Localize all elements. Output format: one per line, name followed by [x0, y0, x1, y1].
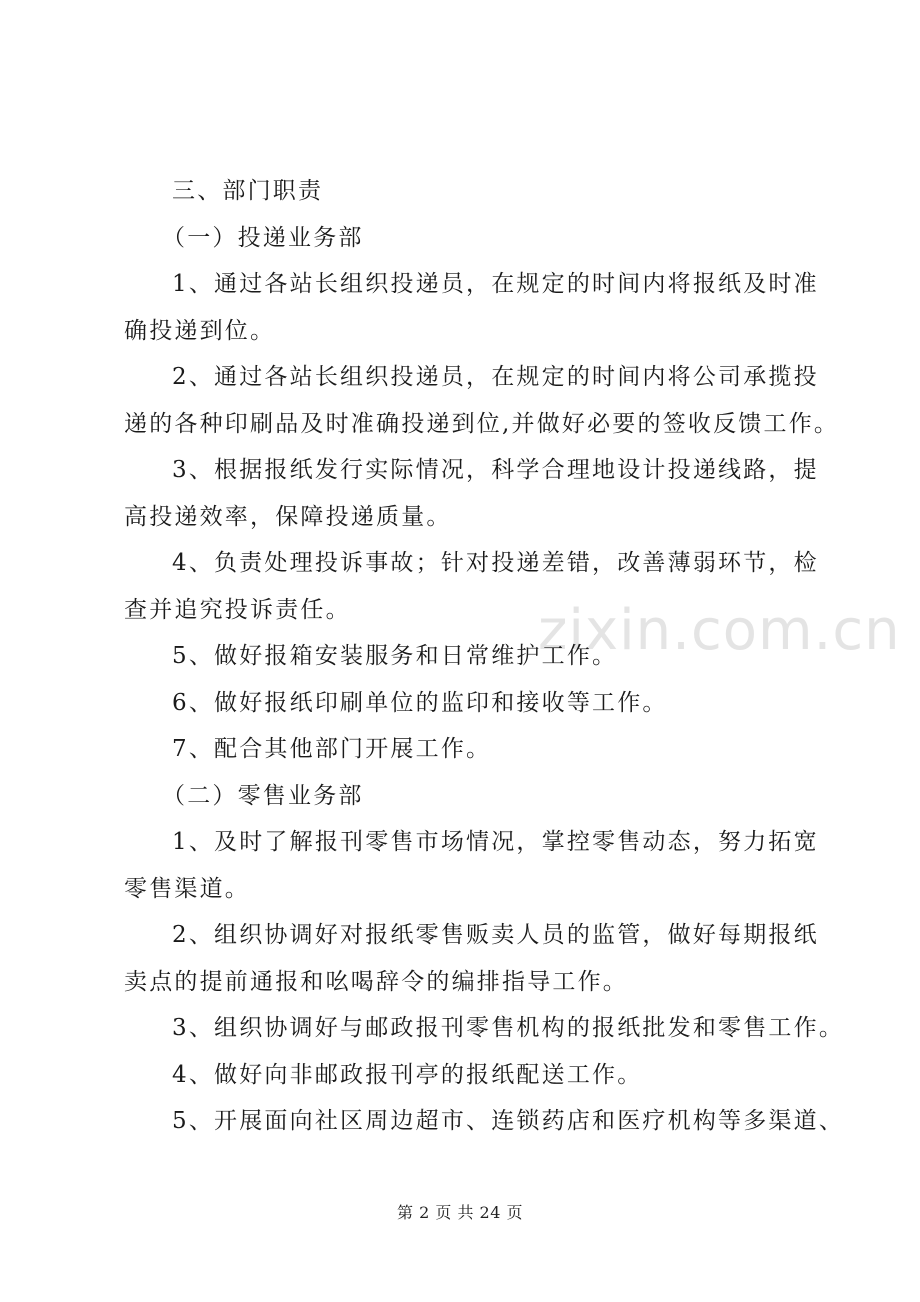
paragraph-line: 2、组织协调好对报纸零售贩卖人员的监管，做好每期报纸	[172, 922, 819, 948]
paragraph-line: 2、通过各站长组织投递员，在规定的时间内将公司承揽投	[172, 364, 819, 390]
section-heading: 三、部门职责	[172, 178, 324, 204]
paragraph-line: 5、做好报箱安装服务和日常维护工作。	[172, 643, 618, 669]
paragraph-line: 5、开展面向社区周边超市、连锁药店和医疗机构等多渠道、	[172, 1108, 845, 1134]
paragraph-line: 7、配合其他部门开展工作。	[172, 736, 492, 762]
subsection-heading: （一）投递业务部	[162, 224, 364, 251]
paragraph-line: 递的各种印刷品及时准确投递到位,并做好必要的签收反馈工作。	[124, 410, 840, 437]
paragraph-line: 4、负责处理投诉事故；针对投递差错，改善薄弱环节，检	[172, 550, 819, 576]
paragraph-line: 1、及时了解报刊零售市场情况，掌控零售动态，努力拓宽	[172, 829, 819, 855]
subsection-heading: （二）零售业务部	[162, 782, 364, 809]
page-number-footer: 第 2 页 共 24 页	[397, 1203, 523, 1222]
paragraph-line: 零售渠道。	[124, 875, 250, 902]
paragraph-line: 4、做好向非邮政报刊亭的报纸配送工作。	[172, 1061, 643, 1088]
paragraph-line: 确投递到位。	[124, 317, 276, 344]
paragraph-line: 高投递效率，保障投递质量。	[124, 503, 452, 530]
paragraph-line: 卖点的提前通报和吆喝辞令的编排指导工作。	[124, 968, 628, 995]
paragraph-line: 查并追究投诉责任。	[124, 596, 351, 623]
paragraph-line: 1、通过各站长组织投递员，在规定的时间内将报纸及时准	[172, 271, 819, 297]
paragraph-line: 6、做好报纸印刷单位的监印和接收等工作。	[172, 689, 668, 716]
watermark: zixin.com.cn	[538, 598, 901, 663]
document-body	[124, 168, 845, 1145]
paragraph-line: 3、根据报纸发行实际情况，科学合理地设计投递线路，提	[172, 457, 819, 483]
paragraph-line: 3、组织协调好与邮政报刊零售机构的报纸批发和零售工作。	[172, 1015, 845, 1041]
